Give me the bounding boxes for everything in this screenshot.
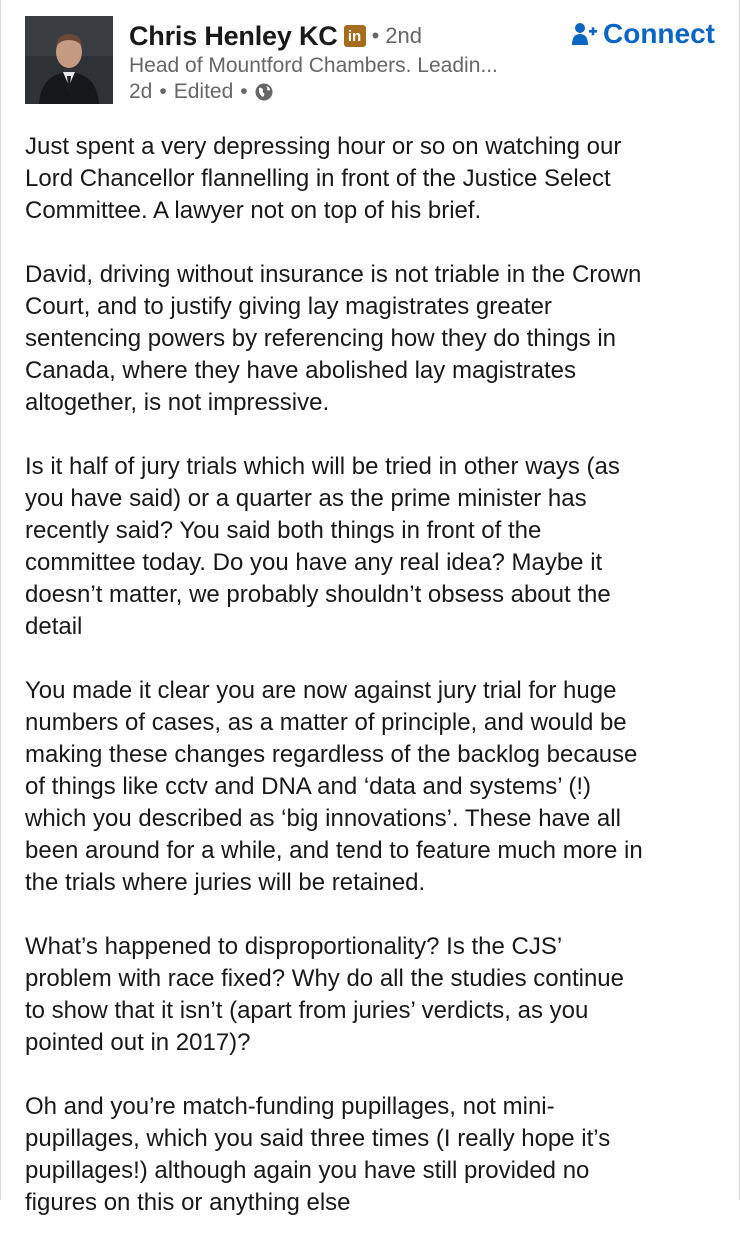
connection-degree: 2nd (385, 23, 422, 48)
post-body (25, 131, 715, 1251)
avatar[interactable] (25, 16, 113, 104)
separator-dot: • (240, 80, 248, 103)
connect-label: Connect (603, 18, 715, 49)
author-headline[interactable]: Head of Mountford Chambers. Leadin... (129, 54, 498, 77)
post-header (1, 0, 741, 120)
post-time: 2d (129, 80, 153, 103)
post-paragraph: What’s happened to disproportionality? Is the CJS’ problem with race fixed? Why do all the studies continue to show that it isn’t (apart from juries’ verdicts, as you pointed out in 2017)? (25, 933, 624, 1056)
globe-icon (255, 83, 273, 101)
separator-dot: • (159, 80, 167, 103)
connect-button[interactable] (571, 18, 715, 50)
post-meta (129, 80, 273, 104)
avatar-image (25, 16, 113, 104)
edited-label: Edited (173, 80, 234, 103)
separator-dot: • (371, 23, 380, 48)
author-name[interactable]: Chris Henley KC (129, 20, 338, 51)
linkedin-badge-icon: in (344, 25, 366, 47)
author-name-row (129, 18, 422, 54)
post-paragraph: Is it half of jury trials which will be tried in other ways (as you have said) or a quarter as the prime minister has recently said? You said both things in front of the committee today. Do you have any real idea? Maybe it doesn’t matter, we probably shouldn’t obsess about the detail (25, 453, 620, 640)
post-paragraph: Just spent a very depressing hour or so on watching our Lord Chancellor flannelling in front of the Justice Select Committee. A lawyer not on top of his brief. (25, 133, 622, 224)
post-paragraph: David, driving without insurance is not triable in the Crown Court, and to justify giving lay magistrates greater sentencing powers by referencing how they do things in Canada, where they have abolished lay magistrates altogether, is not impressive. (25, 261, 642, 416)
post-paragraph: You made it clear you are now against jury trial for huge numbers of cases, as a matter of principle, and would be making these changes regardless of the backlog because of things like cctv and DNA and ‘data and systems’ (!) which you described as ‘big innovations’. These have all been around for a while, and tend to feature much more in the trials where juries will be retained. (25, 677, 643, 896)
post-paragraph: Oh and you’re match-funding pupillages, not mini- pupillages, which you said three times (I really hope it’s pupillages!) although again you have still provided no figures on this or anything else (25, 1093, 611, 1216)
add-person-icon (571, 21, 597, 47)
